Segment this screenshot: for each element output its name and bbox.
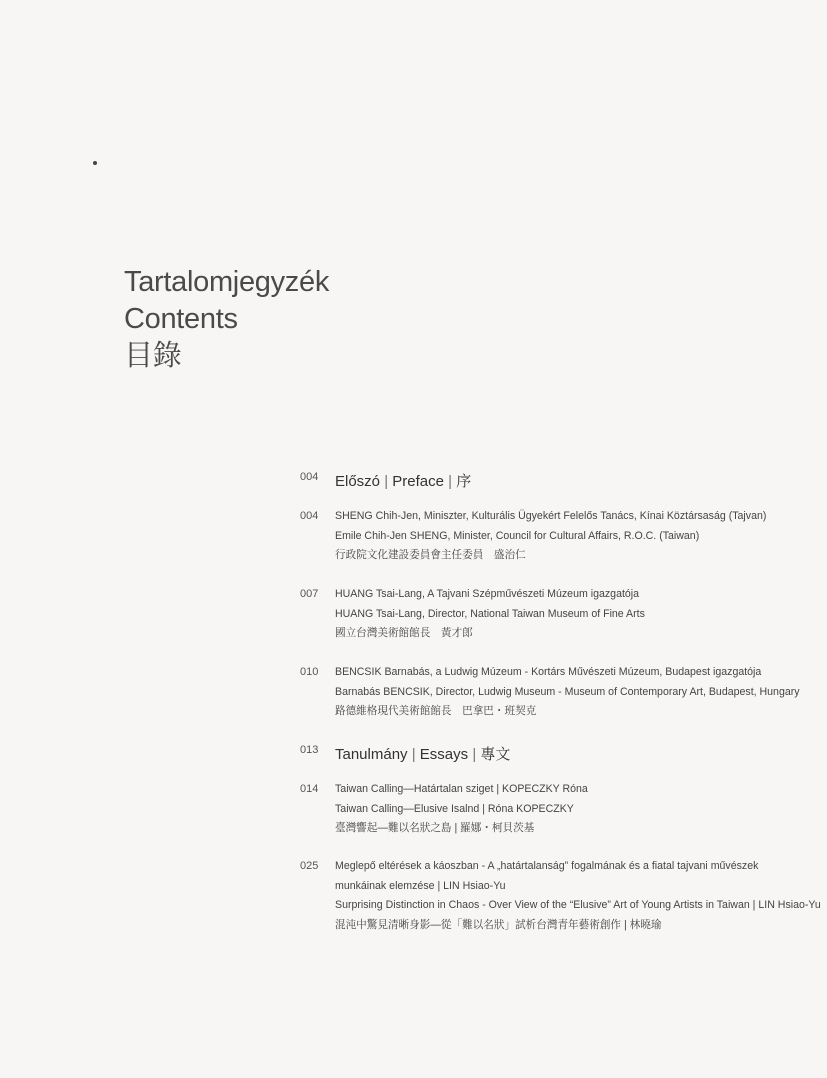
toc-entry[interactable] [335,507,805,566]
entry-page-number: 010 [300,666,319,678]
entry-page-number: 004 [300,510,319,522]
toc-entry[interactable] [335,857,821,935]
entry-hungarian: HUANG Tsai-Lang, A Tajvani Szépművészeti Múzeum igazgatója [335,588,640,600]
entry-page-number: 014 [300,783,319,795]
section-heading-preface[interactable]: Előszó | Preface | 序 [335,473,472,490]
entry-english: HUANG Tsai-Lang, Director, National Taiwan Museum of Fine Arts [335,607,645,620]
section-heading-essays[interactable]: Tanulmány | Essays | 專文 [335,746,511,763]
entry-chinese: 臺灣響起—難以名狀之島 | 羅娜・柯貝茨基 [335,822,535,834]
page-dot [93,161,97,165]
entry-english: Surprising Distinction in Chaos - Over View of the “Elusive” Art of Young Artists in Taiwan | LIN Hsiao-Yu [335,899,821,911]
entry-page-number: 007 [300,588,319,600]
entry-hungarian: BENCSIK Barnabás, a Ludwig Múzeum - Kortárs Művészeti Múzeum, Budapest igazgatója [335,666,762,678]
toc-entry[interactable] [335,663,805,722]
section-page-number: 004 [300,471,319,483]
entry-chinese: 混沌中驚見清晰身影—從「難以名狀」試析台灣青年藝術創作 | 林曉瑜 [335,918,662,931]
toc-entry[interactable] [335,780,805,839]
entry-hungarian: Meglepő eltérések a káoszban - A „határtalanság” fogalmának és a fiatal tajvani művészek munkáinak elemzése | LIN Hsiao-Yu [335,860,759,892]
toc-entry[interactable] [335,585,805,644]
entry-chinese: 路德維格現代美術館館長 巴拿巴・班契克 [335,705,537,717]
entry-english: Emile Chih-Jen SHENG, Minister, Council for Cultural Affairs, R.O.C. (Taiwan) [335,529,700,542]
entry-english: Taiwan Calling—Elusive Isalnd | Róna KOPECZKY [335,802,574,815]
title-hungarian: Tartalomjegyzék [124,266,330,298]
contents-title-block [124,264,329,375]
entry-hungarian: SHENG Chih-Jen, Miniszter, Kulturális Ügyekért Felelős Tanács, Kínai Köztársaság (Tajvan) [335,510,767,522]
title-chinese: 目錄 [124,340,182,372]
title-english: Contents [124,303,238,335]
section-page-number: 013 [300,744,319,756]
entry-page-number: 025 [300,860,319,872]
entry-hungarian: Taiwan Calling—Határtalan sziget | KOPECZKY Róna [335,783,588,795]
entry-chinese: 行政院文化建設委員會主任委員 盛治仁 [335,549,526,561]
entry-chinese: 國立台灣美術館館長 黃才郎 [335,627,473,639]
entry-english: Barnabás BENCSIK, Director, Ludwig Museum - Museum of Contemporary Art, Budapest, Hungary [335,685,800,698]
